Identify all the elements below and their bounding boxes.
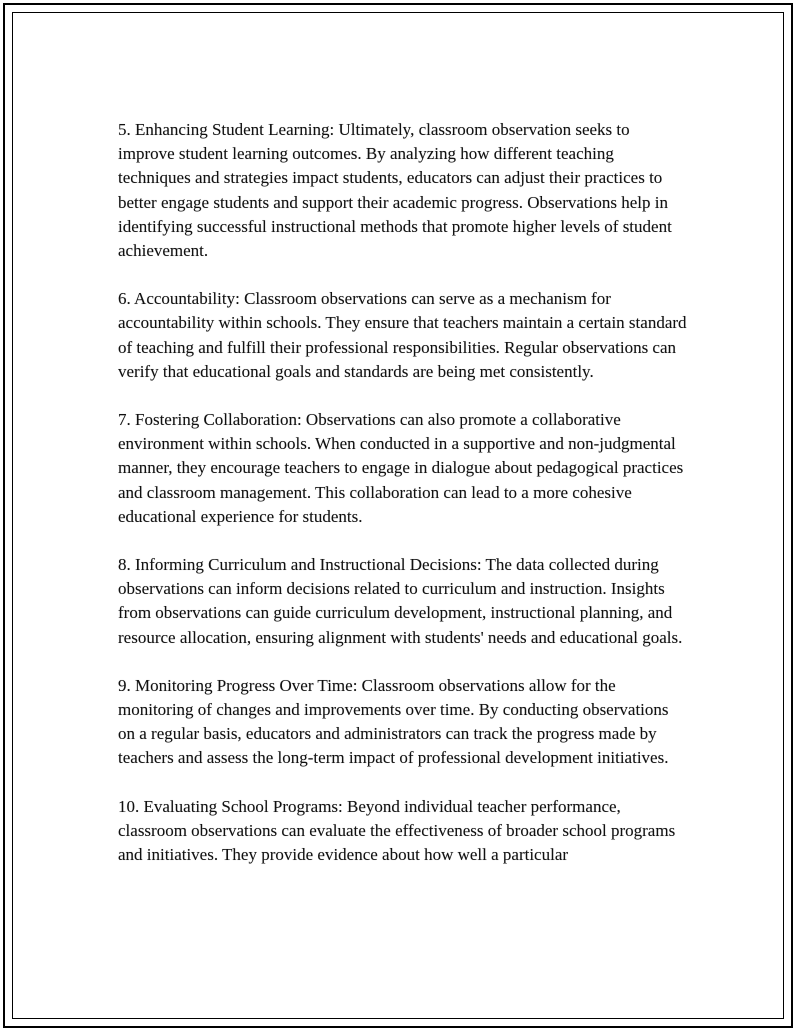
paragraph-fostering-collaboration: 7. Fostering Collaboration: Observations can also promote a collaborative environment within schools. When conducted in a supportive and non-judgmental manner, they encourage teachers to engage in dialogue about pedagogical practices and classroom management. This collaboration can lead to a more cohesive educational experience for students. xyxy=(118,410,684,526)
paragraph-informing-curriculum: 8. Informing Curriculum and Instructional Decisions: The data collected during observations can inform decisions related to curriculum and instruction. Insights from observations can guide curriculum development, instructional planning, and resource allocation, ensuring alignment with students' needs and educational goals. xyxy=(118,555,683,647)
paragraph-accountability: 6. Accountability: Classroom observations can serve as a mechanism for accountability within schools. They ensure that teachers maintain a certain standard of teaching and fulfill their professional responsibilities. Regular observations can verify that educational goals and standards are being met consistently. xyxy=(118,289,687,381)
paragraph-evaluating-school-programs: 10. Evaluating School Programs: Beyond individual teacher performance, classroom observations can evaluate the effectiveness of broader school programs and initiatives. They provide evidence about how well a particular xyxy=(118,796,676,865)
paragraph-monitoring-progress: 9. Monitoring Progress Over Time: Classroom observations allow for the monitoring of changes and improvements over time. By conducting observations on a regular basis, educators and administrators can track the progress made by teachers and assess the long-term impact of professional development initiatives. xyxy=(118,675,669,768)
document-body xyxy=(118,118,688,867)
paragraph-enhancing-student-learning: 5. Enhancing Student Learning: Ultimately, classroom observation seeks to improve student learning outcomes. By analyzing how different teaching techniques and strategies impact students, educators can adjust their practices to better engage students and support their academic progress. Observations help in identifying successful instructional methods that promote higher levels of student achievement. xyxy=(118,120,672,261)
